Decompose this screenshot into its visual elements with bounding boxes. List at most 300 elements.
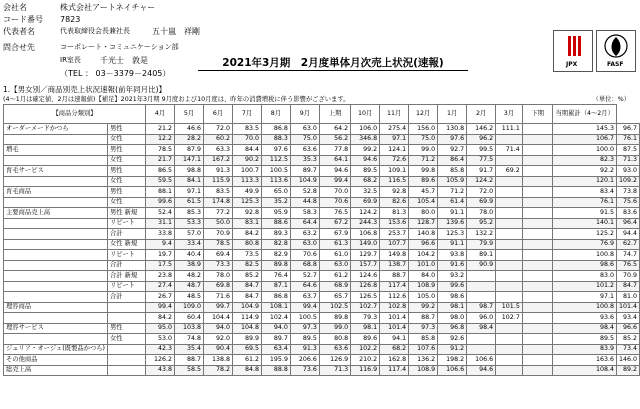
table-row	[4, 313, 640, 324]
value-cell: 98.4	[553, 323, 617, 334]
value-cell: 64.4	[290, 218, 319, 229]
value-cell: 42.3	[146, 344, 175, 355]
value-cell: 48.5	[175, 292, 204, 303]
value-cell: 93.6	[553, 313, 617, 324]
value-cell: 19.7	[146, 250, 175, 261]
category-cell	[4, 176, 108, 187]
value-cell: 102.8	[380, 302, 409, 313]
value-cell: 105.4	[409, 197, 438, 208]
value-cell: 132.2	[467, 229, 496, 240]
value-cell: 71.3	[616, 155, 639, 166]
value-cell: 84.7	[232, 292, 261, 303]
value-cell: 97.3	[290, 323, 319, 334]
table-row	[4, 260, 640, 271]
column-header: 7月	[232, 105, 261, 124]
value-cell: 43.8	[146, 365, 175, 376]
value-cell: 90.9	[467, 260, 496, 271]
value-cell: 128.7	[409, 218, 438, 229]
value-cell	[496, 218, 523, 229]
segment-cell: リピート	[108, 250, 146, 261]
value-cell	[522, 281, 553, 292]
value-cell: 69.5	[232, 344, 261, 355]
value-cell: 91.1	[438, 208, 467, 219]
value-cell: 93.0	[616, 166, 639, 177]
segment-cell: 女性	[108, 134, 146, 145]
value-cell: 44.8	[290, 197, 319, 208]
value-cell: 98.6	[438, 292, 467, 303]
value-cell: 63.0	[290, 124, 319, 135]
value-cell: 96.2	[467, 134, 496, 145]
category-cell: 育毛サービス	[4, 166, 108, 177]
value-cell: 89.6	[351, 334, 380, 345]
category-cell	[4, 313, 108, 324]
value-cell: 63.4	[261, 344, 290, 355]
value-cell: 98.1	[351, 323, 380, 334]
value-cell: 76.5	[319, 208, 350, 219]
value-cell: 86.4	[438, 155, 467, 166]
value-cell: 78.0	[204, 271, 233, 282]
value-cell: 101.4	[380, 323, 409, 334]
value-cell: 94.1	[380, 334, 409, 345]
table-row	[4, 134, 640, 145]
value-cell: 244.3	[351, 218, 380, 229]
value-cell: 91.3	[204, 166, 233, 177]
note-text: (4～1月は確定値、2月は速報値)【補足】2021年3月期 9月度および10月度は、昨年の消費増税に伴う影響がございます。	[3, 96, 350, 103]
value-cell: 106.7	[553, 134, 617, 145]
value-cell: 77.8	[319, 145, 350, 156]
value-cell: 83.4	[553, 187, 617, 198]
value-cell: 70.9	[204, 229, 233, 240]
value-cell: 126.2	[146, 355, 175, 366]
value-cell: 99.2	[351, 145, 380, 156]
value-cell: 89.3	[261, 229, 290, 240]
value-cell: 85.3	[175, 208, 204, 219]
value-cell: 149.0	[351, 239, 380, 250]
value-cell: 89.2	[616, 365, 639, 376]
column-header: 1月	[438, 105, 467, 124]
value-cell	[522, 313, 553, 324]
value-cell: 138.7	[380, 260, 409, 271]
value-cell: 35.3	[290, 155, 319, 166]
value-cell: 68.2	[351, 176, 380, 187]
value-cell: 79.9	[467, 239, 496, 250]
value-cell: 92.7	[438, 145, 467, 156]
value-cell: 61.2	[319, 271, 350, 282]
value-cell	[496, 250, 523, 261]
value-cell	[522, 124, 553, 135]
value-cell: 124.2	[467, 176, 496, 187]
value-cell	[522, 344, 553, 355]
value-cell: 163.6	[553, 355, 617, 366]
value-cell	[522, 197, 553, 208]
value-cell: 136.2	[409, 355, 438, 366]
value-cell: 89.6	[409, 176, 438, 187]
value-cell: 92.2	[553, 166, 617, 177]
value-cell: 90.4	[204, 344, 233, 355]
value-cell: 78.5	[146, 145, 175, 156]
jpx-logo	[553, 30, 593, 72]
value-cell	[522, 365, 553, 376]
value-cell: 153.6	[380, 218, 409, 229]
value-cell: 99.6	[438, 281, 467, 292]
value-cell: 82.3	[553, 155, 617, 166]
value-cell	[496, 271, 523, 282]
segment-cell	[108, 344, 146, 355]
column-header: 9月	[290, 105, 319, 124]
table-row	[4, 208, 640, 219]
value-cell: 88.6	[261, 218, 290, 229]
value-cell	[496, 334, 523, 345]
value-cell: 89.8	[319, 313, 350, 324]
category-cell	[4, 229, 108, 240]
value-cell: 89.7	[290, 166, 319, 177]
value-cell: 88.7	[175, 355, 204, 366]
value-cell: 80.0	[409, 208, 438, 219]
value-cell: 101.0	[409, 260, 438, 271]
value-cell: 75.0	[409, 134, 438, 145]
value-cell: 35.2	[261, 197, 290, 208]
value-cell: 97.6	[261, 145, 290, 156]
value-cell: 104.9	[290, 176, 319, 187]
column-header: 12月	[409, 105, 438, 124]
segment-cell: 女性 新規	[108, 239, 146, 250]
value-cell: 116.9	[351, 365, 380, 376]
value-cell: 125.3	[438, 229, 467, 240]
value-cell: 73.3	[204, 260, 233, 271]
value-cell: 101.2	[553, 281, 617, 292]
company-name: 株式会社アートネイチャー	[60, 3, 156, 12]
value-cell: 78.5	[204, 239, 233, 250]
value-cell: 210.2	[351, 355, 380, 366]
value-cell: 126.9	[319, 355, 350, 366]
value-cell: 106.8	[351, 229, 380, 240]
value-cell: 89.9	[232, 334, 261, 345]
value-cell: 100.0	[553, 145, 617, 156]
value-cell: 346.8	[351, 134, 380, 145]
report-title: 2021年3月期 2月度単体月次売上状況(速報)	[198, 57, 468, 71]
value-cell: 71.4	[496, 145, 523, 156]
value-cell: 98.6	[553, 260, 617, 271]
fasf-text: FASF	[607, 61, 624, 68]
table-row	[4, 344, 640, 355]
company-label: 会社名	[3, 3, 27, 12]
value-cell	[522, 334, 553, 345]
value-cell: 69.8	[204, 281, 233, 292]
value-cell: 60.2	[204, 134, 233, 145]
value-cell: 126.5	[351, 292, 380, 303]
value-cell: 83.5	[204, 187, 233, 198]
value-cell: 75.6	[616, 197, 639, 208]
value-cell: 52.7	[290, 271, 319, 282]
value-cell: 70.0	[319, 187, 350, 198]
value-cell	[522, 323, 553, 334]
value-cell	[467, 292, 496, 303]
value-cell: 96.8	[438, 323, 467, 334]
value-cell	[496, 208, 523, 219]
value-cell: 94.6	[319, 166, 350, 177]
value-cell: 124.1	[380, 145, 409, 156]
value-cell: 113.3	[232, 176, 261, 187]
value-cell: 79.3	[351, 313, 380, 324]
fasf-leaf-icon	[597, 31, 635, 61]
value-cell: 99.4	[290, 302, 319, 313]
value-cell: 82.8	[261, 239, 290, 250]
category-cell	[4, 197, 108, 208]
value-cell: 198.2	[438, 355, 467, 366]
segment-cell: 女性	[108, 155, 146, 166]
value-cell: 82.9	[261, 250, 290, 261]
value-cell: 71.6	[204, 292, 233, 303]
column-header: 3月	[496, 105, 523, 124]
value-cell: 85.2	[232, 271, 261, 282]
value-cell: 96.6	[409, 239, 438, 250]
segment-cell: 合計	[108, 260, 146, 271]
value-cell: 80.8	[232, 239, 261, 250]
value-cell: 73.4	[616, 344, 639, 355]
value-cell: 76.1	[553, 197, 617, 208]
value-cell: 156.0	[409, 124, 438, 135]
table-header	[4, 105, 640, 124]
value-cell: 94.6	[467, 365, 496, 376]
value-cell: 62.7	[616, 239, 639, 250]
value-cell: 91.3	[290, 344, 319, 355]
segment-cell: 女性	[108, 176, 146, 187]
value-cell: 72.6	[380, 155, 409, 166]
value-cell: 108.1	[261, 302, 290, 313]
value-cell: 124.6	[351, 271, 380, 282]
value-cell: 33.4	[175, 239, 204, 250]
column-header: 11月	[380, 105, 409, 124]
value-cell	[467, 281, 496, 292]
value-cell: 91.1	[438, 239, 467, 250]
category-cell: その他商品	[4, 355, 108, 366]
value-cell: 140.8	[409, 229, 438, 240]
value-cell: 84.2	[232, 229, 261, 240]
segment-cell: 男性 新規	[108, 208, 146, 219]
segment-cell: 男性	[108, 187, 146, 198]
value-cell: 23.8	[146, 271, 175, 282]
value-cell: 33.8	[146, 229, 175, 240]
value-cell: 94.0	[204, 323, 233, 334]
value-cell: 84.2	[146, 313, 175, 324]
value-cell: 53.0	[146, 334, 175, 345]
value-cell	[522, 292, 553, 303]
value-cell: 108.9	[409, 281, 438, 292]
value-cell: 105.0	[409, 292, 438, 303]
value-cell: 69.2	[496, 166, 523, 177]
value-cell: 83.9	[553, 344, 617, 355]
category-cell: 理容商品	[4, 302, 108, 313]
value-cell: 88.1	[146, 187, 175, 198]
value-cell: 60.4	[175, 313, 204, 324]
value-cell: 85.8	[438, 166, 467, 177]
value-cell	[522, 239, 553, 250]
column-header: 5月	[175, 105, 204, 124]
table-row	[4, 302, 640, 313]
value-cell: 126.8	[351, 281, 380, 292]
value-cell: 117.4	[380, 365, 409, 376]
value-cell: 12.2	[146, 134, 175, 145]
value-cell: 89.5	[290, 334, 319, 345]
value-cell: 76.1	[616, 134, 639, 145]
value-cell: 78.0	[467, 208, 496, 219]
table-row	[4, 229, 640, 240]
value-cell: 84.7	[232, 281, 261, 292]
value-cell: 91.7	[467, 166, 496, 177]
value-cell: 139.6	[438, 218, 467, 229]
contact-dept: コーポレート・コミュニケーション部	[60, 43, 179, 51]
value-cell: 111.1	[496, 124, 523, 135]
value-cell: 38.9	[175, 260, 204, 271]
column-header: 8月	[261, 105, 290, 124]
category-cell	[4, 292, 108, 303]
value-cell: 89.8	[261, 260, 290, 271]
value-cell: 28.2	[175, 134, 204, 145]
category-cell	[4, 239, 108, 250]
value-cell: 75.0	[290, 134, 319, 145]
value-cell	[496, 187, 523, 198]
value-cell: 98.8	[175, 166, 204, 177]
value-cell: 206.6	[290, 355, 319, 366]
category-cell	[4, 334, 108, 345]
value-cell	[496, 281, 523, 292]
value-cell: 102.4	[261, 313, 290, 324]
value-cell: 81.0	[616, 292, 639, 303]
value-cell: 63.3	[204, 145, 233, 156]
value-cell	[496, 323, 523, 334]
category-cell	[4, 134, 108, 145]
value-cell: 98.0	[438, 313, 467, 324]
value-cell: 129.7	[351, 250, 380, 261]
value-cell	[496, 260, 523, 271]
value-cell: 63.6	[290, 145, 319, 156]
value-cell: 40.4	[175, 250, 204, 261]
fasf-logo	[596, 30, 636, 72]
segment-cell: 女性	[108, 197, 146, 208]
value-cell: 74.7	[616, 250, 639, 261]
value-cell: 99.0	[319, 323, 350, 334]
column-header: 下期	[522, 105, 553, 124]
jpx-mark-icon	[554, 31, 592, 61]
value-cell: 195.9	[261, 355, 290, 366]
value-cell: 73.5	[232, 250, 261, 261]
value-cell: 73.6	[290, 365, 319, 376]
value-cell: 109.2	[616, 176, 639, 187]
table-row	[4, 239, 640, 250]
code-label: コード番号	[3, 15, 43, 24]
value-cell: 88.3	[261, 134, 290, 145]
value-cell: 101.5	[496, 302, 523, 313]
value-cell: 91.6	[438, 260, 467, 271]
value-cell: 91.2	[438, 344, 467, 355]
category-cell: 増毛	[4, 145, 108, 156]
value-cell: 97.3	[409, 323, 438, 334]
value-cell: 93.2	[438, 271, 467, 282]
value-cell: 116.5	[380, 176, 409, 187]
value-cell: 61.0	[319, 250, 350, 261]
value-cell: 92.6	[438, 334, 467, 345]
table-row	[4, 218, 640, 229]
value-cell: 100.5	[261, 166, 290, 177]
value-cell: 67.2	[319, 218, 350, 229]
segment-cell: 男性	[108, 124, 146, 135]
value-cell: 69.9	[467, 197, 496, 208]
value-cell: 70.9	[616, 271, 639, 282]
value-cell: 63.0	[319, 260, 350, 271]
value-cell: 17.5	[146, 260, 175, 271]
value-cell: 77.5	[467, 155, 496, 166]
value-cell: 99.4	[146, 302, 175, 313]
value-cell	[496, 365, 523, 376]
value-cell: 99.2	[409, 302, 438, 313]
value-cell: 76.9	[553, 239, 617, 250]
value-cell: 71.2	[438, 187, 467, 198]
rep-label: 代表者名	[3, 27, 35, 36]
value-cell: 112.6	[380, 292, 409, 303]
value-cell	[496, 239, 523, 250]
column-header: 上期	[319, 105, 350, 124]
segment-cell: 合計	[108, 229, 146, 240]
value-cell: 86.8	[261, 124, 290, 135]
value-cell: 104.2	[409, 250, 438, 261]
segment-cell: 男性	[108, 166, 146, 177]
value-cell: 83.6	[616, 208, 639, 219]
value-cell: 82.6	[380, 197, 409, 208]
value-cell: 70.6	[290, 250, 319, 261]
value-cell: 99.6	[146, 197, 175, 208]
value-cell: 46.6	[175, 124, 204, 135]
category-cell	[4, 155, 108, 166]
value-cell: 71.3	[319, 365, 350, 376]
value-cell: 84.1	[175, 176, 204, 187]
value-cell: 93.8	[438, 250, 467, 261]
value-cell	[496, 229, 523, 240]
value-cell: 63.6	[319, 344, 350, 355]
value-cell: 61.2	[232, 355, 261, 366]
value-cell: 64.2	[319, 124, 350, 135]
value-cell: 84.4	[232, 145, 261, 156]
value-cell: 149.8	[380, 250, 409, 261]
value-cell: 82.5	[232, 260, 261, 271]
value-cell: 109.0	[175, 302, 204, 313]
column-header: 当期累計（4～2月）	[553, 105, 617, 124]
contact-name: 千光士 敦是	[100, 56, 148, 65]
value-cell: 100.8	[553, 250, 617, 261]
contact-role: IR室長	[60, 56, 81, 64]
value-cell: 89.5	[351, 166, 380, 177]
table-row	[4, 250, 640, 261]
value-cell: 96.0	[467, 313, 496, 324]
value-cell: 113.6	[261, 176, 290, 187]
category-cell	[4, 271, 108, 282]
value-cell: 99.7	[204, 302, 233, 313]
value-cell: 87.5	[616, 145, 639, 156]
value-cell	[522, 260, 553, 271]
table-row	[4, 292, 640, 303]
value-cell: 89.7	[261, 334, 290, 345]
value-cell: 69.9	[351, 197, 380, 208]
value-cell: 96.7	[616, 124, 639, 135]
table-row	[4, 124, 640, 135]
value-cell: 86.8	[261, 292, 290, 303]
value-cell: 83.1	[232, 218, 261, 229]
value-cell: 99.8	[409, 166, 438, 177]
category-cell	[4, 250, 108, 261]
contact-tel: （TEL ： 03－3379－2405）	[60, 69, 171, 78]
value-cell: 106.6	[467, 355, 496, 366]
rep-title: 代表取締役会長兼社長	[60, 27, 130, 35]
value-cell: 88.7	[409, 313, 438, 324]
